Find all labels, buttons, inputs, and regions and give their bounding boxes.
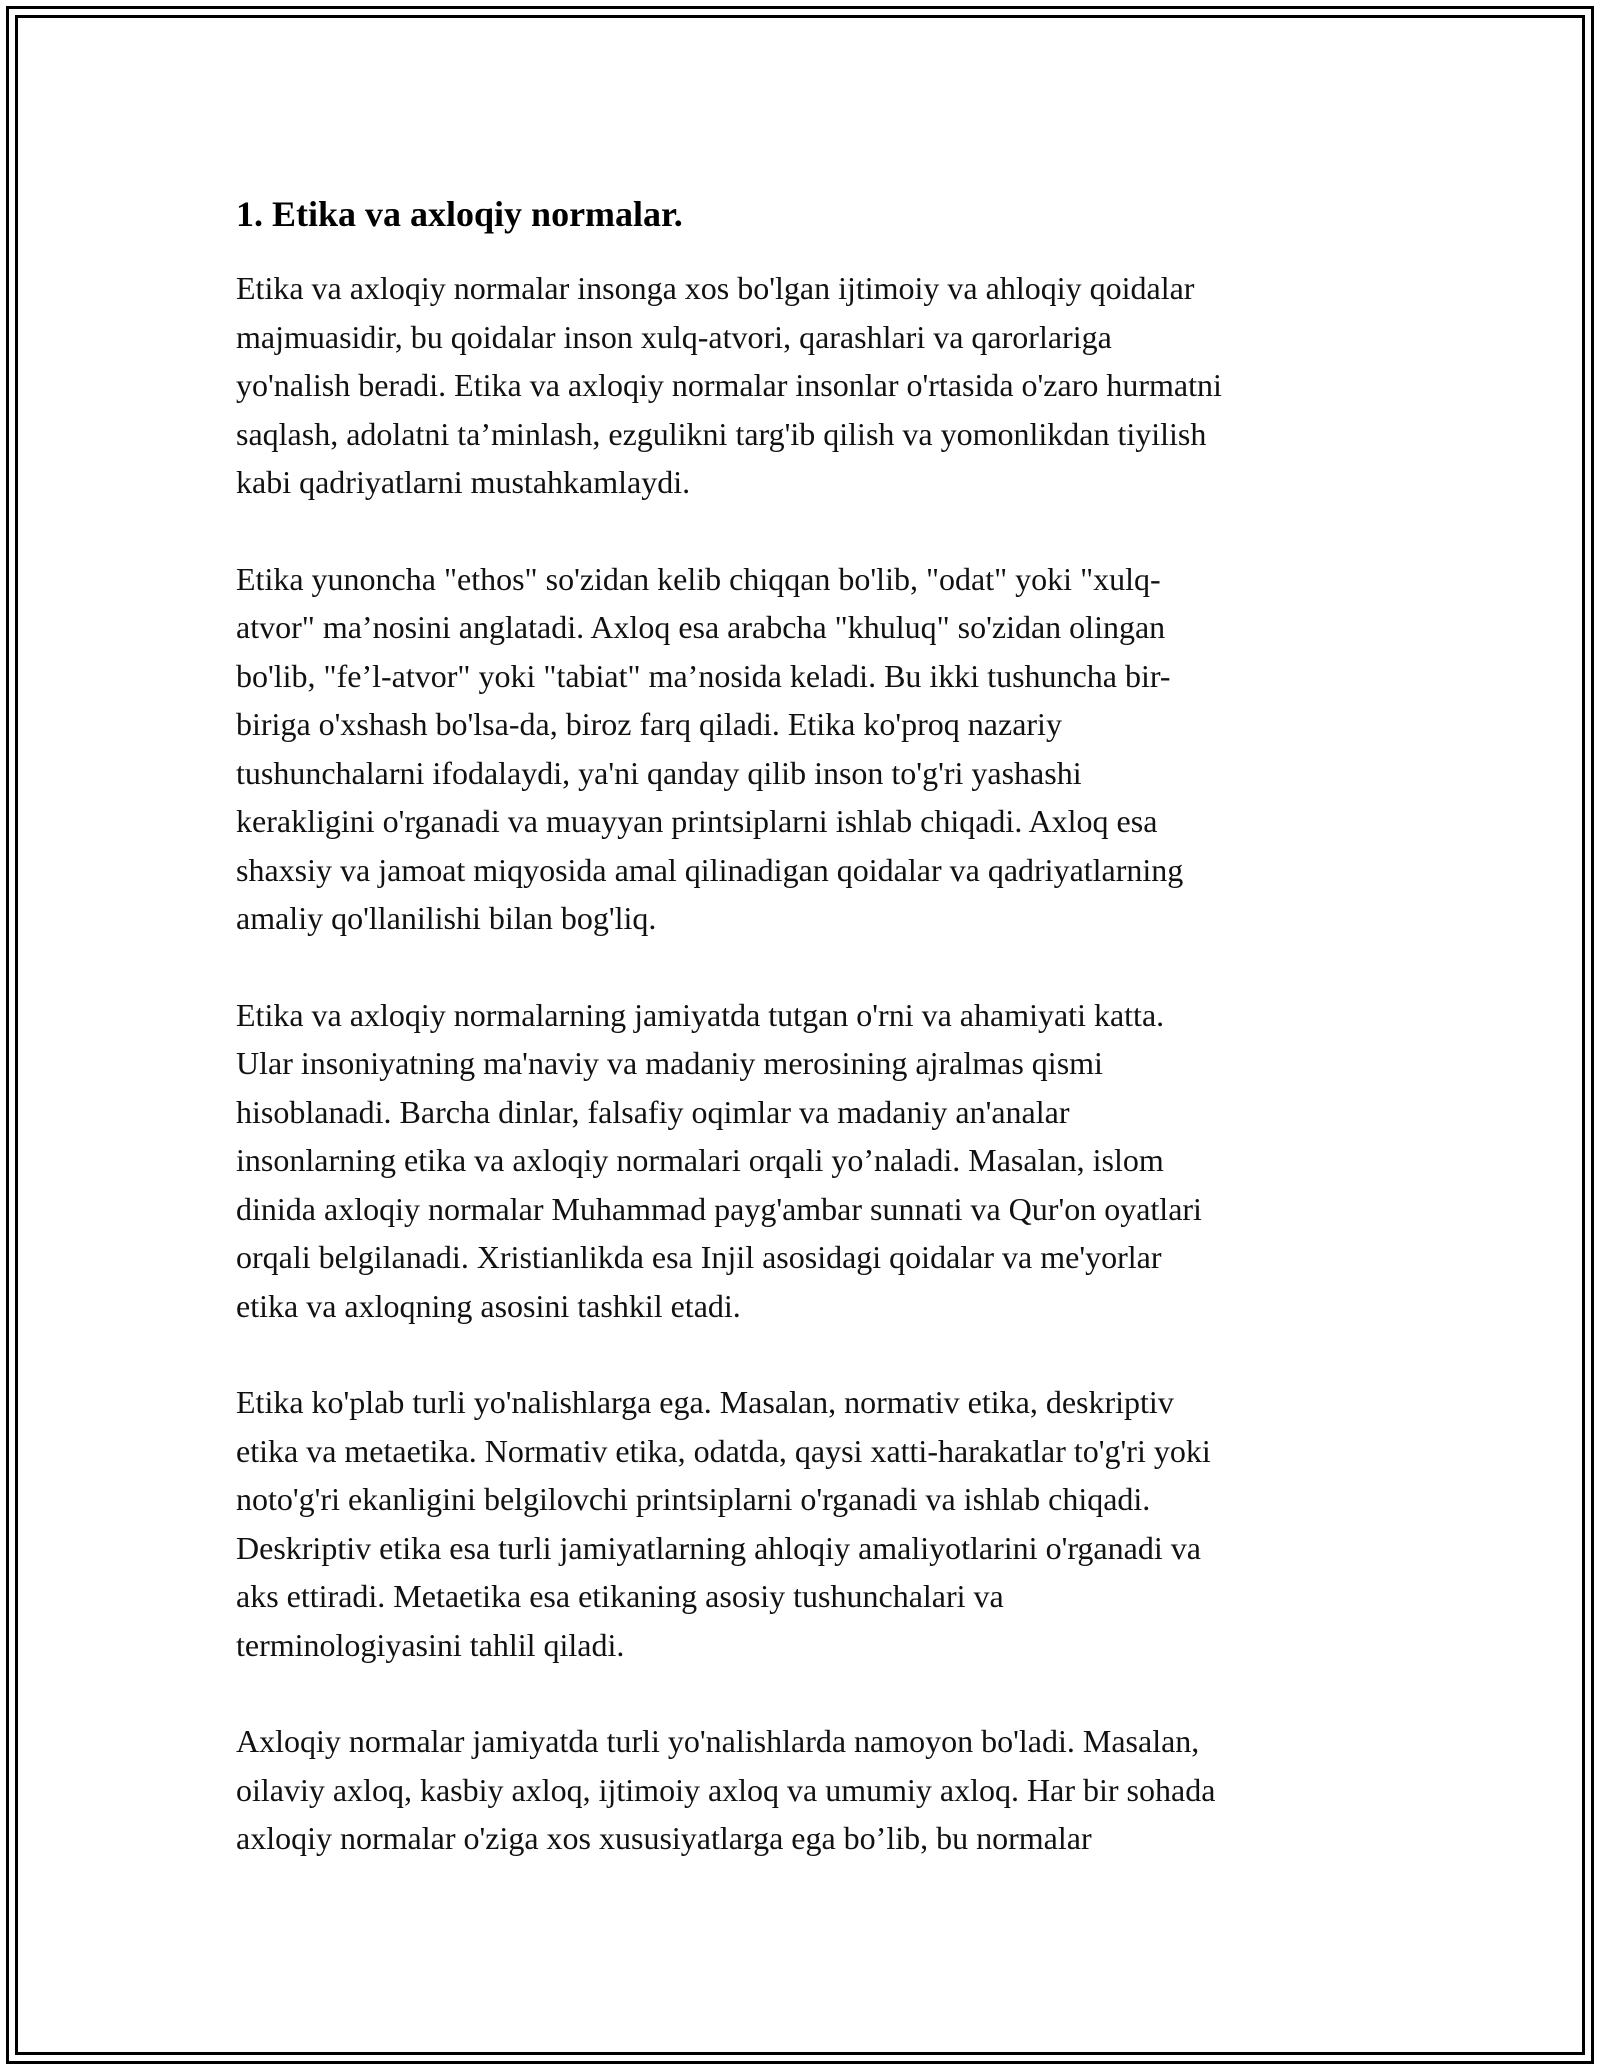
paragraph-definition: Etika va axloqiy normalar insonga xos bo'lgan ijtimoiy va ahloqiy qoidalar majmuasidir, bu qoidalar inson xulq-atvori, qarashlari va qarorlariga yo'nalish beradi. Etika va axloqiy normalar insonlar o'rtasida o'zaro hurmatni saqlash, adolatni ta’minlash, ezgulikni targ'ib qilish va yomonlikdan tiyilish kabi qadriyatlarni mustahkamlaydi.	[236, 270, 1222, 500]
paragraph-role-in-society: Etika va axloqiy normalarning jamiyatda tutgan o'rni va ahamiyati katta. Ular insoniyatning ma'naviy va madaniy merosining ajralmas qismi hisoblanadi. Barcha dinlar, falsafiy oqimlar va madaniy an'analar insonlarning etika va axloqiy normalari orqali yo’naladi. Masalan, islom dinida axloqiy normalar Muhammad payg'ambar sunnati va Qur'on oyatlari orqali belgilanadi. Xristianlikda esa Injil asosidagi qoidalar va me'yorlar etika va axloqning asosini tashkil etadi.	[236, 996, 1202, 1324]
paragraph-branches-of-ethics: Etika ko'plab turli yo'nalishlarga ega. Masalan, normativ etika, deskriptiv etika va metaetika. Normativ etika, odatda, qaysi xatti-harakatlar to'g'ri yoki noto'g'ri ekanligini belgilovchi printsiplarni o'rganadi va ishlab chiqadi. Deskriptiv etika esa turli jamiyatlarning ahloqiy amaliyotlarini o'rganadi va aks ettiradi. Metaetika esa etikaning asosiy tushunchalari va terminologiyasini tahlil qiladi.	[236, 1384, 1211, 1663]
document-body	[236, 188, 1366, 1863]
paragraph-etymology: Etika yunoncha "ethos" so'zidan kelib chiqqan bo'lib, "odat" yoki "xulq- atvor" ma’nosini anglatadi. Axloq esa arabcha "khuluq" so'zidan olingan bo'lib, "fe’l-atvor" yoki "tabiat" ma’nosida keladi. Bu ikki tushuncha bir- biriga o'xshash bo'lsa-da, biroz farq qiladi. Etika ko'proq nazariy tushunchalarni ifodalaydi, ya'ni qanday qilib inson to'g'ri yashashi kerakligini o'rganadi va muayyan printsiplarni ishlab chiqadi. Axloq esa shaxsiy va jamoat miqyosida amal qilinadigan qoidalar va qadriyatlarning amaliy qo'llanilishi bilan bog'liq.	[236, 560, 1184, 936]
section-heading: 1. Etika va axloqiy normalar.	[236, 194, 683, 234]
paragraph-moral-norms-areas: Axloqiy normalar jamiyatda turli yo'nalishlarda namoyon bo'ladi. Masalan, oilaviy axloq, kasbiy axloq, ijtimoiy axloq va umumiy axloq. Har bir sohada axloqiy normalar o'ziga xos xususiyatlarga ega bo’lib, bu normalar	[236, 1723, 1216, 1856]
